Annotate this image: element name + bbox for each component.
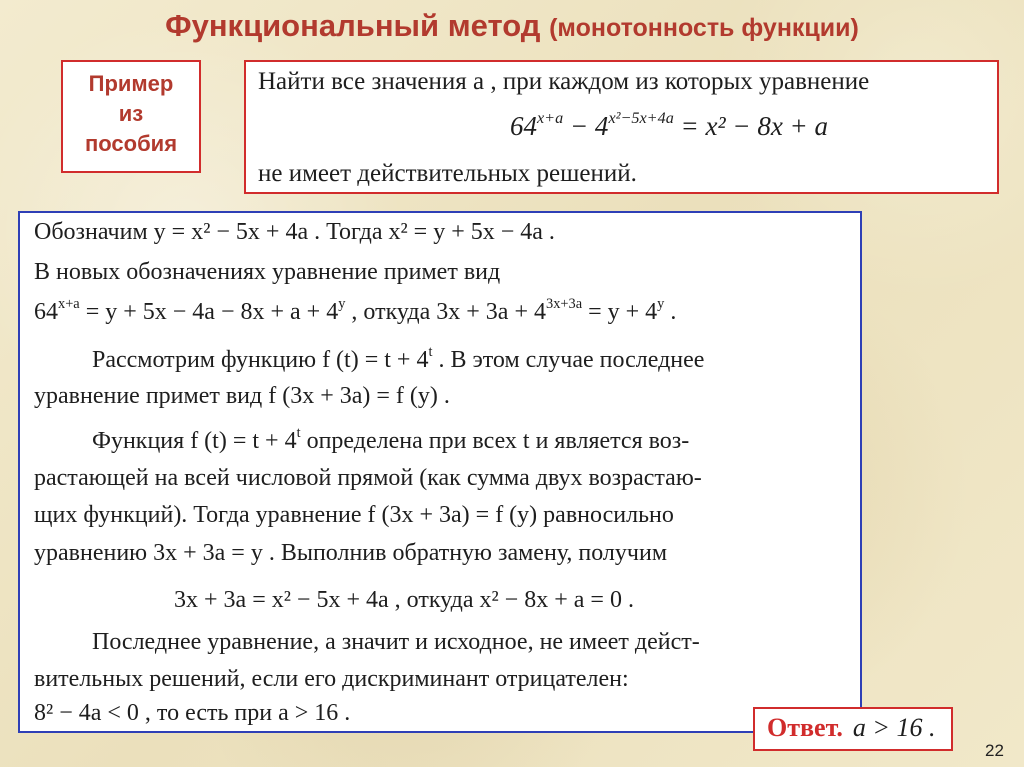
sol3-exp1: x+a <box>58 296 80 313</box>
sol3-exp3: 3x+3a <box>546 296 583 313</box>
task-line-1: Найти все значения а , при каждом из которых уравнение <box>258 68 870 95</box>
solution-line-12: вительных решений, если его дискриминант отрицателен: <box>34 666 629 692</box>
solution-line-5: уравнение примет вид f (3x + 3a) = f (y) . <box>34 383 450 409</box>
answer-label: Ответ. <box>767 713 843 742</box>
sol3-dot: . <box>664 299 677 325</box>
task-eq-rest: = x² − 8x + a <box>673 111 829 141</box>
task-statement-box <box>244 60 999 194</box>
example-label-line2: из <box>118 101 144 126</box>
page-number: 22 <box>985 741 1004 760</box>
solution-line-9: уравнению 3x + 3a = y . Выполнив обратную замену, получим <box>34 540 667 566</box>
sol4-exp: t <box>428 344 433 361</box>
solution-line-8: щих функций). Тогда уравнение f (3x + 3a) = f (y) равносильно <box>34 502 674 528</box>
sol3-exp2: y <box>338 296 346 313</box>
solution-line-3 <box>34 296 677 326</box>
sol3-exp4: y <box>657 296 665 313</box>
answer-box <box>753 707 953 751</box>
example-label-line3: пособия <box>84 131 178 156</box>
slide-title-subtitle: (монотонность функции) <box>549 14 859 42</box>
sol3-text: , откуда 3x + 3a + 4 <box>345 299 546 325</box>
sol3-base1: 64 <box>34 299 58 325</box>
solution-line-4 <box>92 344 705 374</box>
sol4-pre: Рассмотрим функцию f (t) = t + 4 <box>92 347 429 373</box>
sol3-mid: = y + 5x − 4a − 8x + a + 4 <box>79 299 339 325</box>
solution-line-7: растающей на всей числовой прямой (как сумма двух возрастаю- <box>34 465 702 491</box>
solution-line-13: 8² − 4a < 0 , то есть при a > 16 . <box>34 700 351 726</box>
slide-title-main: Функциональный метод <box>165 8 541 43</box>
sol4-post: . В этом случае последнее <box>432 347 705 373</box>
solution-line-6 <box>92 425 690 455</box>
sol6-post: определена при всех t и является воз- <box>300 428 690 454</box>
answer-value: a > 16 . <box>852 713 936 742</box>
task-eq-exp2: x²−5x+4a <box>608 108 674 127</box>
sol6-pre: Функция f (t) = t + 4 <box>92 428 297 454</box>
example-label-line1: Пример <box>88 71 174 96</box>
task-eq-base1: 64 <box>510 111 537 141</box>
task-eq-exp1: x+a <box>537 108 564 127</box>
solution-box <box>18 211 862 733</box>
task-eq-op1: − 4 <box>563 111 609 141</box>
sol6-exp: t <box>296 425 301 442</box>
task-line-3: не имеет действительных решений. <box>258 160 637 187</box>
solution-line-10: 3x + 3a = x² − 5x + 4a , откуда x² − 8x + a = 0 . <box>174 587 634 613</box>
sol3-end: = y + 4 <box>582 299 658 325</box>
solution-line-1: Обозначим y = x² − 5x + 4a . Тогда x² = y + 5x − 4a . <box>34 219 555 245</box>
solution-line-11: Последнее уравнение, а значит и исходное, не имеет дейст- <box>92 629 700 655</box>
task-equation <box>510 108 829 142</box>
solution-line-2: В новых обозначениях уравнение примет вид <box>34 259 501 285</box>
example-label-box <box>61 60 201 173</box>
slide-title <box>0 8 1024 44</box>
